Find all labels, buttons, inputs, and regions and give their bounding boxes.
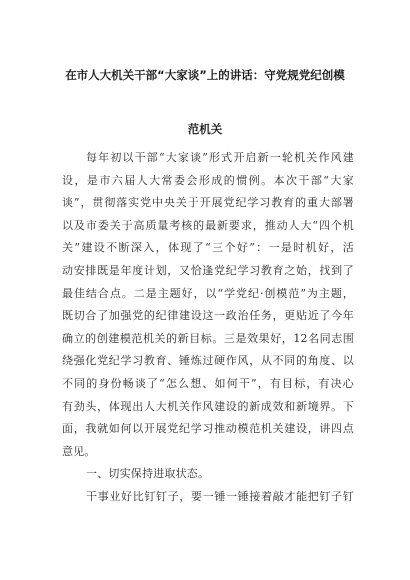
paragraph-line: 绕强化党纪学习教育、锤炼过硬作风，从不同的角度、以: [62, 354, 354, 368]
paragraph-line: 干事业好比钉钉子，要一锤一锤接着敲才能把钉子钉: [86, 489, 354, 503]
paragraph-line: 确立的创建模范机关的新目标。三是效果好，12名同志围: [62, 331, 354, 345]
paragraph-line: 设，是市六届人大常委会形成的惯例。本次干部“大家: [62, 173, 354, 187]
paragraph-line: 面，我就如何以开展党纪学习推动模范机关建设，讲四点: [62, 422, 354, 436]
paragraph-line: 动安排既是年度计划，又恰逢党纪学习教育之始，找到了: [62, 263, 354, 277]
section-heading: 一、切实保持进取状态。: [86, 467, 210, 481]
page-title-continued: 范机关: [187, 122, 223, 136]
paragraph-line: 谈”，贯彻落实党中央关于开展党纪学习教育的重大部署: [62, 196, 354, 210]
paragraph-line: 每年初以干部“大家谈”形式开启新一轮机关作风建: [86, 151, 354, 164]
body-text: [62, 147, 354, 509]
paragraph-line: 不同的身份畅谈了“怎么想、如何干”，有目标，有决心: [62, 376, 354, 390]
paragraph-line: 以及市委关于高质量考核的最新要求，推动人大“四个机: [62, 218, 354, 232]
paragraph-line: 意见。: [62, 444, 96, 458]
paragraph-line: 关”建设不断深入，体现了“三个好”：一是时机好，活: [62, 241, 354, 255]
page-title: 在市人大机关干部“大家谈”上的讲话：守党规党纪创模: [65, 68, 345, 82]
paragraph-line: 最佳结合点。二是主题好，以“学党纪·创模范”为主题，: [62, 286, 354, 300]
paragraph-line: 既切合了加强党的纪律建设这一政治任务，更贴近了今年: [62, 309, 354, 323]
paragraph-line: 有劲头，体现出人大机关作风建设的新成效和新境界。下: [62, 399, 354, 413]
